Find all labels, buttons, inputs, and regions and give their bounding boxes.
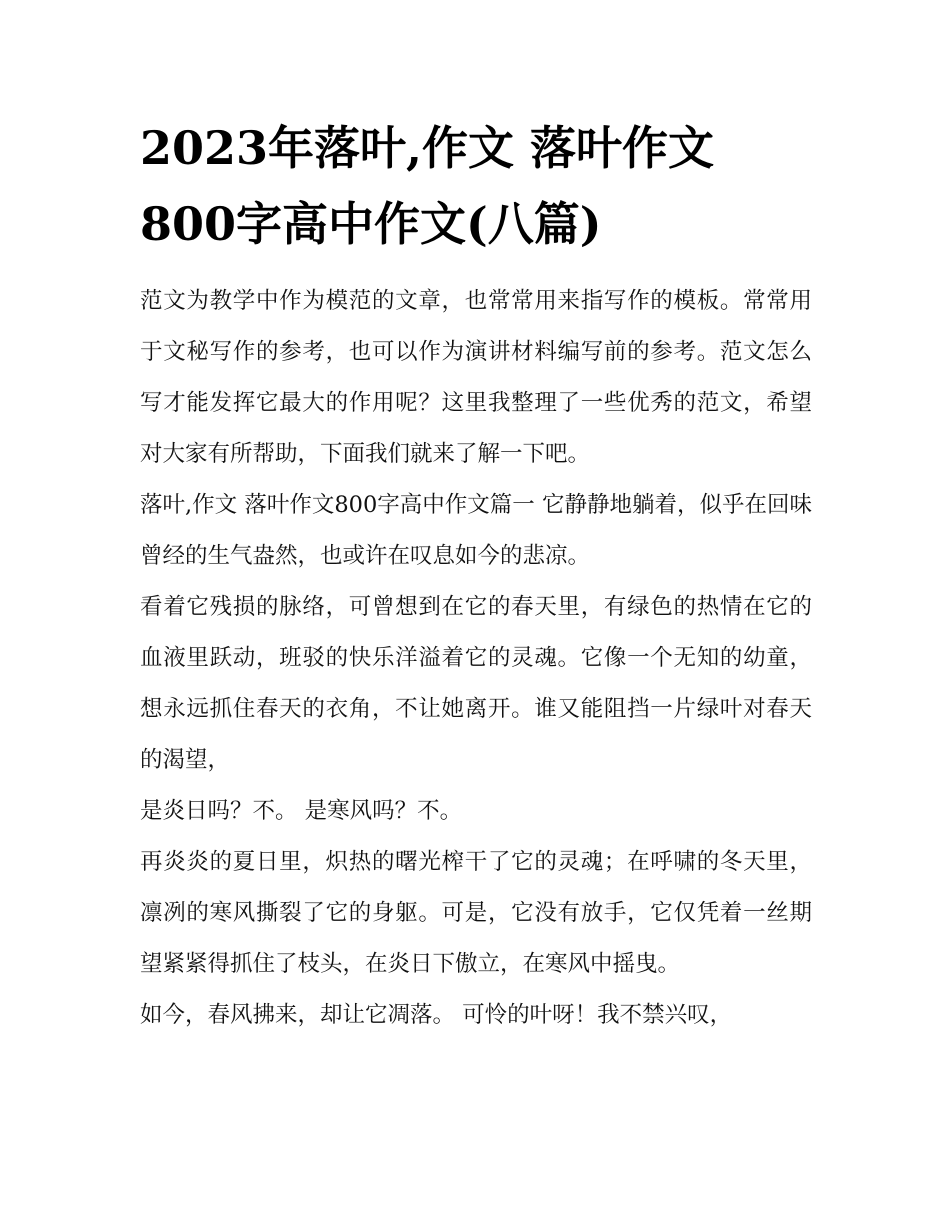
- document-title: [140, 110, 812, 262]
- essay-paragraph-3: 是炎日吗？不。 是寒风吗？不。: [140, 798, 463, 824]
- essay-paragraph-1: 落叶,作文 落叶作文800字高中作文篇一 它静静地躺着，似乎在回味曾经的生气盎然，也或许在叹息如今的悲凉。: [140, 492, 812, 569]
- document-page: [140, 110, 812, 1041]
- title-line-1: 2023年落叶,作文 落叶作文: [140, 121, 715, 175]
- intro-paragraph: 范文为教学中作为模范的文章，也常常用来指写作的模板。常常用于文秘写作的参考，也可以作为演讲材料编写前的参考。范文怎么写才能发挥它最大的作用呢？这里我整理了一些优秀的范文，希望对大家有所帮助，下面我们就来了解一下吧。: [140, 288, 812, 467]
- essay-paragraph-2: 看着它残损的脉络，可曾想到在它的春天里，有绿色的热情在它的血液里跃动，班驳的快乐洋溢着它的灵魂。它像一个无知的幼童，想永远抓住春天的衣角，不让她离开。谁又能阻挡一片绿叶对春天的渴望，: [140, 594, 812, 773]
- title-line-2: 800字高中作文(八篇): [140, 197, 602, 251]
- essay-paragraph-4: 再炎炎的夏日里，炽热的曙光榨干了它的灵魂；在呼啸的冬天里，凛冽的寒风撕裂了它的身躯。可是，它没有放手，它仅凭着一丝期望紧紧得抓住了枝头，在炎日下傲立，在寒风中摇曳。: [140, 849, 812, 977]
- essay-paragraph-5: 如今，春风拂来，却让它凋落。 可怜的叶呀！我不禁兴叹，: [140, 1002, 733, 1028]
